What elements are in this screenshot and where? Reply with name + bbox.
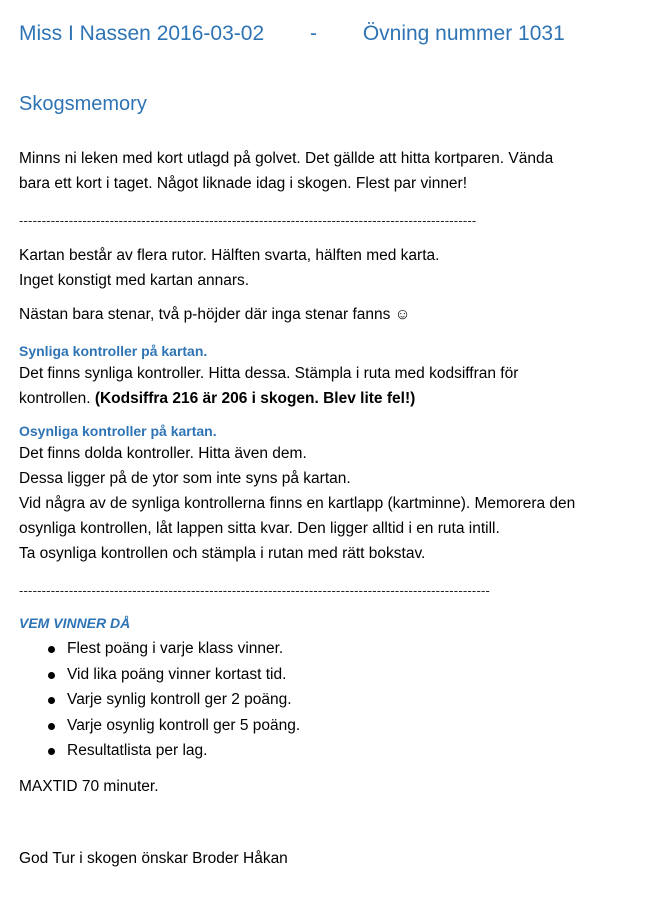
header-dash: - xyxy=(309,22,317,45)
visible-controls-heading: Synliga kontroller på kartan. xyxy=(19,343,208,359)
map-line: Inget konstigt med kartan annars. xyxy=(19,272,250,289)
maxtid-text: MAXTID 70 minuter. xyxy=(19,778,159,795)
visible-line-prefix: kontrollen. xyxy=(19,390,95,407)
intro-line: Minns ni leken med kort utlagd på golvet. Det gällde att hitta kortparen. Vända xyxy=(19,150,554,167)
winner-heading: VEM VINNER DÅ xyxy=(19,615,131,631)
intro-paragraph xyxy=(19,146,659,196)
document-header xyxy=(19,20,565,48)
hidden-line: Dessa ligger på de ytor som inte syns på kartan. xyxy=(19,470,351,487)
list-item: Varje osynlig kontroll ger 5 poäng. xyxy=(67,713,659,739)
map-paragraph xyxy=(19,243,659,293)
document-title: Skogsmemory xyxy=(19,93,147,115)
visible-line xyxy=(19,386,659,411)
intro-line: bara ett kort i taget. Något liknade idag i skogen. Flest par vinner! xyxy=(19,175,468,192)
winner-section xyxy=(19,613,659,764)
header-left: Miss I Nassen 2016-03-02 xyxy=(19,22,265,45)
list-item: Flest poäng i varje klass vinner. xyxy=(67,636,659,662)
closing-text: God Tur i skogen önskar Broder Håkan xyxy=(19,850,288,867)
list-item: Resultatlista per lag. xyxy=(67,738,659,764)
list-item: Varje synlig kontroll ger 2 poäng. xyxy=(67,687,659,713)
hidden-controls-heading: Osynliga kontroller på kartan. xyxy=(19,423,217,439)
hidden-line: osynliga kontrollen, låt lappen sitta kvar. Den ligger alltid i en ruta intill. xyxy=(19,520,500,537)
map-note: Nästan bara stenar, två p-höjder där inga stenar fanns ☺ xyxy=(19,306,411,323)
header-right: Övning nummer 1031 xyxy=(362,22,565,45)
hidden-line: Ta osynliga kontrollen och stämpla i rutan med rätt bokstav. xyxy=(19,545,426,562)
hidden-line: Vid några av de synliga kontrollerna finns en kartlapp (kartminne). Memorera den xyxy=(19,495,576,512)
map-line: Kartan består av flera rutor. Hälften svarta, hälften med karta. xyxy=(19,247,440,264)
separator-line: -------------------------------------------------------------------------------------------------------- xyxy=(19,583,491,598)
visible-controls-section xyxy=(19,341,659,411)
hidden-controls-section xyxy=(19,421,659,566)
visible-line: Det finns synliga kontroller. Hitta dessa. Stämpla i ruta med kodsiffran för xyxy=(19,365,519,382)
list-item: Vid lika poäng vinner kortast tid. xyxy=(67,662,659,688)
winner-list xyxy=(19,636,659,764)
separator-line: ----------------------------------------------------------------------------------------------------- xyxy=(19,213,477,228)
visible-line-correction: (Kodsiffra 216 är 206 i skogen. Blev lite fel!) xyxy=(94,390,416,407)
hidden-line: Det finns dolda kontroller. Hitta även dem. xyxy=(19,445,307,462)
